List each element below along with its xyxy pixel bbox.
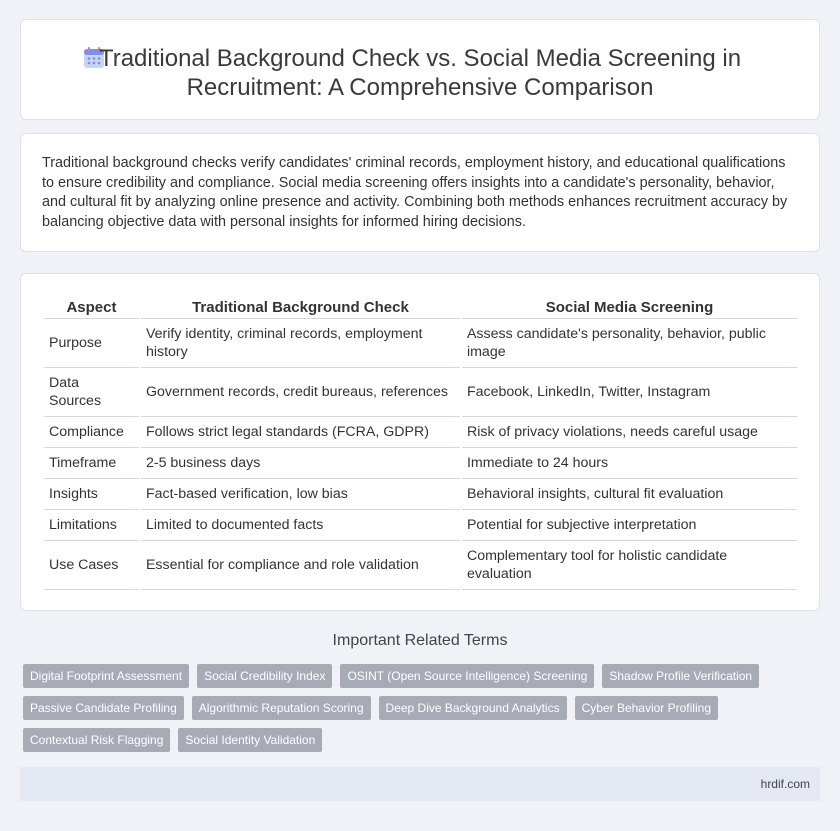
tag-social-credibility-index[interactable]: Social Credibility Index	[197, 664, 332, 688]
tag-row	[23, 664, 813, 688]
summary-text: Traditional background checks verify candidates' criminal records, employment history, and educational qualifications to ensure credibility and compliance. Social media screening offers insights into a candidate's personality, behavior, and cultural fit by analyzing online presence and activity. Combining both methods enhances recruitment accuracy by balancing objective data with personal insights for informed hiring decisions.	[42, 155, 788, 230]
row-aspect: Limitations	[44, 510, 139, 541]
footer	[20, 767, 820, 801]
row-traditional: Limited to documented facts	[141, 510, 460, 541]
tag-row	[23, 696, 813, 720]
tag-passive-candidate-profiling[interactable]: Passive Candidate Profiling	[23, 696, 184, 720]
row-social: Immediate to 24 hours	[462, 448, 797, 479]
tag-social-identity-validation[interactable]: Social Identity Validation	[178, 728, 322, 752]
table-row	[44, 510, 797, 541]
page-title	[21, 44, 819, 102]
row-social: Potential for subjective interpretation	[462, 510, 797, 541]
table-row	[44, 479, 797, 510]
related-terms-title: Important Related Terms	[332, 632, 508, 649]
table-row	[44, 319, 797, 368]
row-traditional: 2-5 business days	[141, 448, 460, 479]
tag-deep-dive-background-analytics[interactable]: Deep Dive Background Analytics	[379, 696, 567, 720]
comparison-table	[42, 296, 799, 590]
row-aspect: Use Cases	[44, 541, 139, 590]
row-social: Facebook, LinkedIn, Twitter, Instagram	[462, 368, 797, 417]
row-traditional: Verify identity, criminal records, employment history	[141, 319, 460, 368]
tag-shadow-profile-verification[interactable]: Shadow Profile Verification	[602, 664, 759, 688]
row-aspect: Compliance	[44, 417, 139, 448]
row-aspect: Data Sources	[44, 368, 139, 417]
row-traditional: Essential for compliance and role validation	[141, 541, 460, 590]
row-social: Behavioral insights, cultural fit evaluation	[462, 479, 797, 510]
tag-algorithmic-reputation-scoring[interactable]: Algorithmic Reputation Scoring	[192, 696, 371, 720]
footer-site[interactable]: hrdif.com	[760, 777, 810, 791]
row-aspect: Insights	[44, 479, 139, 510]
row-aspect: Purpose	[44, 319, 139, 368]
row-aspect: Timeframe	[44, 448, 139, 479]
row-social: Assess candidate's personality, behavior, public image	[462, 319, 797, 368]
row-traditional: Follows strict legal standards (FCRA, GDPR)	[141, 417, 460, 448]
tag-osint-screening[interactable]: OSINT (Open Source Intelligence) Screening	[340, 664, 594, 688]
header-traditional: Traditional Background Check	[141, 296, 460, 319]
header-social: Social Media Screening	[462, 296, 797, 319]
tag-cyber-behavior-profiling[interactable]: Cyber Behavior Profiling	[575, 696, 718, 720]
page-title-line-1: Traditional Background Check vs. Social Media Screening in	[98, 45, 742, 72]
table-row	[44, 541, 797, 590]
row-social: Complementary tool for holistic candidate evaluation	[462, 541, 797, 590]
tag-digital-footprint-assessment[interactable]: Digital Footprint Assessment	[23, 664, 189, 688]
row-traditional: Fact-based verification, low bias	[141, 479, 460, 510]
summary-card	[20, 133, 820, 252]
table-row	[44, 368, 797, 417]
table-row	[44, 417, 797, 448]
row-social: Risk of privacy violations, needs careful usage	[462, 417, 797, 448]
related-terms-tags	[23, 664, 813, 760]
comparison-table-card	[20, 273, 820, 611]
tag-row	[23, 728, 813, 752]
header-aspect: Aspect	[44, 296, 139, 319]
page-title-line-2: Recruitment: A Comprehensive Comparison	[186, 74, 654, 101]
title-card	[20, 19, 820, 120]
table-row	[44, 448, 797, 479]
tag-contextual-risk-flagging[interactable]: Contextual Risk Flagging	[23, 728, 170, 752]
table-header-row	[44, 296, 797, 319]
row-traditional: Government records, credit bureaus, references	[141, 368, 460, 417]
